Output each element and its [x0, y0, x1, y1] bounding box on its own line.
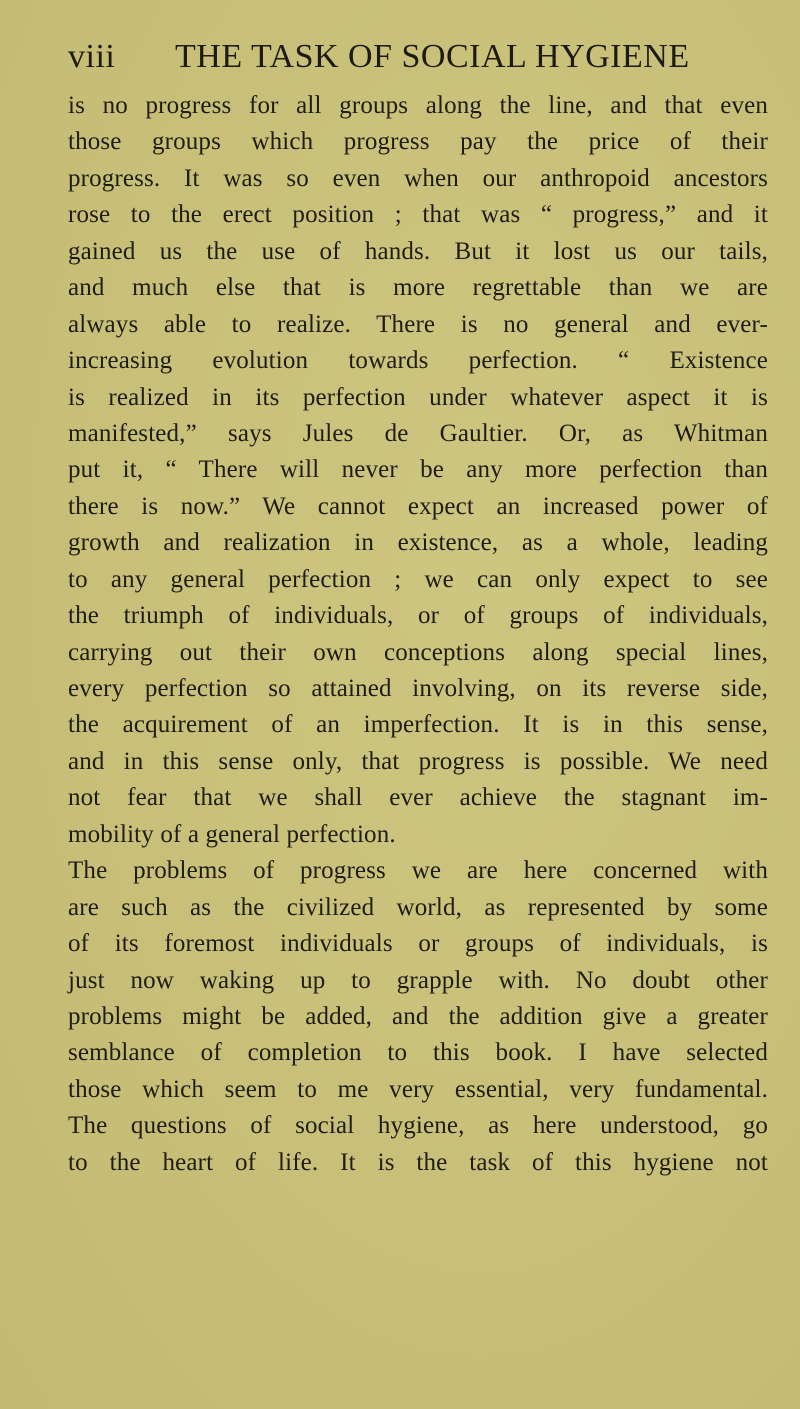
text-line: not fear that we shall ever achieve the stagnant im- — [68, 784, 768, 812]
text-line: of its foremost individuals or groups of individuals, is — [68, 930, 768, 958]
page-number: viii — [68, 38, 116, 75]
text-line: to any general perfection ; we can only expect to see — [68, 565, 768, 593]
running-title: THE TASK OF SOCIAL HYGIENE — [175, 38, 690, 75]
text-line: The questions of social hygiene, as here understood, go — [68, 1112, 768, 1140]
text-line: always able to realize. There is no general and ever- — [68, 310, 768, 338]
text-line: growth and realization in existence, as a whole, leading — [68, 529, 768, 557]
text-line: the acquirement of an imperfection. It is in this sense, — [68, 711, 768, 739]
text-line: manifested,” says Jules de Gaultier. Or, as Whitman — [68, 419, 768, 447]
text-line: those which seem to me very essential, very fundamental. — [68, 1075, 768, 1103]
text-line: semblance of completion to this book. I have selected — [68, 1039, 768, 1067]
text-line: the triumph of individuals, or of groups of individuals, — [68, 602, 768, 630]
page-header — [68, 38, 768, 78]
body-text — [68, 88, 768, 1181]
text-line: those groups which progress pay the price of their — [68, 128, 768, 156]
text-line: are such as the civilized world, as represented by some — [68, 893, 768, 921]
text-line: and in this sense only, that progress is possible. We need — [68, 747, 768, 775]
text-line: rose to the erect position ; that was “ progress,” and it — [68, 201, 768, 229]
text-line: increasing evolution towards perfection. “ Existence — [68, 347, 768, 375]
text-line: just now waking up to grapple with. No doubt other — [68, 966, 768, 994]
text-line: progress. It was so even when our anthropoid ancestors — [68, 164, 768, 192]
text-line: The problems of progress we are here concerned with — [68, 857, 768, 885]
text-line: carrying out their own conceptions along special lines, — [68, 638, 768, 666]
text-line: and much else that is more regrettable than we are — [68, 274, 768, 302]
text-line: is no progress for all groups along the line, and that even — [68, 92, 768, 119]
text-line: put it, “ There will never be any more perfection than — [68, 456, 768, 484]
text-line: every perfection so attained involving, on its reverse side, — [68, 675, 768, 702]
text-line: mobility of a general perfection. — [68, 820, 396, 848]
text-line: to the heart of life. It is the task of this hygiene not — [68, 1148, 768, 1176]
text-line: there is now.” We cannot expect an increased power of — [68, 492, 768, 520]
text-line: problems might be added, and the addition give a greater — [68, 1002, 768, 1030]
text-line: gained us the use of hands. But it lost us our tails, — [68, 237, 768, 265]
text-line: is realized in its perfection under whatever aspect it is — [68, 383, 768, 411]
